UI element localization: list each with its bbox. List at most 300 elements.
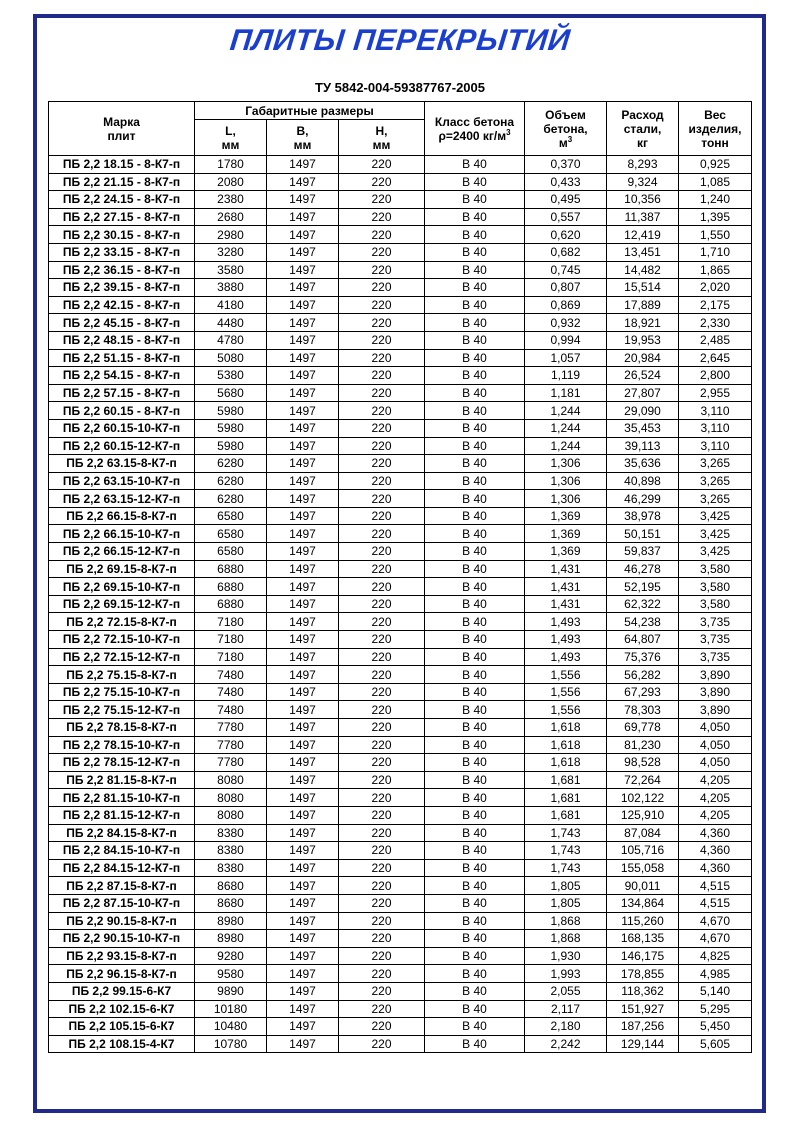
cell-weight: 5,450 [679,1018,752,1036]
header-mark-line1: Марка [103,114,140,129]
cell-mark: ПБ 2,2 87.15-10-К7-п [49,894,195,912]
cell-volume: 1,431 [525,578,607,596]
cell-concrete-class: В 40 [425,472,525,490]
cell-weight: 4,050 [679,736,752,754]
table-row [49,331,752,349]
cell-length: 8080 [195,789,267,807]
cell-weight: 1,395 [679,208,752,226]
cell-height: 220 [339,1035,425,1053]
cell-volume: 1,618 [525,754,607,772]
header-volume-unit: м [558,135,568,150]
cell-length: 9890 [195,982,267,1000]
cell-length: 1780 [195,156,267,174]
cell-length: 7780 [195,754,267,772]
cell-length: 8380 [195,859,267,877]
cell-weight: 3,265 [679,472,752,490]
cell-concrete-class: В 40 [425,719,525,737]
cell-weight: 1,085 [679,173,752,191]
header-concrete-line2 [425,129,524,143]
cell-height: 220 [339,490,425,508]
cell-length: 7480 [195,666,267,684]
cell-steel: 39,113 [607,437,679,455]
cell-concrete-class: В 40 [425,683,525,701]
cell-concrete-class: В 40 [425,930,525,948]
cell-height: 220 [339,736,425,754]
header-concrete-density: ρ=2400 кг/м [438,128,507,143]
cell-concrete-class: В 40 [425,578,525,596]
cell-concrete-class: В 40 [425,349,525,367]
cell-length: 9580 [195,965,267,983]
cell-mark: ПБ 2,2 93.15-8-К7-п [49,947,195,965]
cell-steel: 19,953 [607,331,679,349]
cell-weight: 3,890 [679,701,752,719]
table-row [49,736,752,754]
cell-mark: ПБ 2,2 21.15 - 8-К7-п [49,173,195,191]
cell-weight: 2,955 [679,384,752,402]
cell-weight: 3,735 [679,648,752,666]
cell-height: 220 [339,648,425,666]
cell-volume: 1,057 [525,349,607,367]
table-row [49,455,752,473]
cell-mark: ПБ 2,2 75.15-10-К7-п [49,683,195,701]
cell-length: 2380 [195,191,267,209]
cell-height: 220 [339,754,425,772]
cell-width: 1497 [267,771,339,789]
cell-height: 220 [339,455,425,473]
cell-length: 6580 [195,543,267,561]
cell-width: 1497 [267,349,339,367]
header-steel [607,102,679,156]
cell-height: 220 [339,402,425,420]
cell-concrete-class: В 40 [425,859,525,877]
cell-length: 5980 [195,402,267,420]
header-weight-line3: тонн [701,135,729,150]
cell-height: 220 [339,437,425,455]
cell-steel: 90,011 [607,877,679,895]
cell-height: 220 [339,965,425,983]
cell-steel: 72,264 [607,771,679,789]
cell-steel: 125,910 [607,806,679,824]
cell-volume: 1,743 [525,859,607,877]
table-row [49,859,752,877]
cell-width: 1497 [267,595,339,613]
cell-mark: ПБ 2,2 84.15-12-К7-п [49,859,195,877]
cell-length: 7480 [195,683,267,701]
table-row [49,208,752,226]
cell-length: 2980 [195,226,267,244]
cell-concrete-class: В 40 [425,525,525,543]
cell-concrete-class: В 40 [425,877,525,895]
cell-weight: 3,265 [679,490,752,508]
header-length-line1: L, [225,123,236,138]
cell-weight: 2,485 [679,331,752,349]
cell-mark: ПБ 2,2 60.15-10-К7-п [49,419,195,437]
cell-concrete-class: В 40 [425,631,525,649]
cell-concrete-class: В 40 [425,314,525,332]
cell-length: 6880 [195,578,267,596]
cell-length: 8680 [195,894,267,912]
cell-width: 1497 [267,806,339,824]
cell-length: 3280 [195,243,267,261]
cell-steel: 46,278 [607,560,679,578]
cell-length: 8380 [195,824,267,842]
cell-length: 8680 [195,877,267,895]
cell-steel: 10,356 [607,191,679,209]
table-row [49,525,752,543]
cell-height: 220 [339,719,425,737]
cell-volume: 2,180 [525,1018,607,1036]
cell-width: 1497 [267,402,339,420]
cell-weight: 3,425 [679,525,752,543]
cell-weight: 4,985 [679,965,752,983]
table-row [49,437,752,455]
table-row [49,701,752,719]
table-row [49,1000,752,1018]
cell-steel: 12,419 [607,226,679,244]
cell-weight: 2,020 [679,279,752,297]
cell-height: 220 [339,701,425,719]
cell-height: 220 [339,912,425,930]
cell-volume: 1,244 [525,437,607,455]
cell-weight: 4,670 [679,912,752,930]
cell-weight: 2,800 [679,367,752,385]
cell-concrete-class: В 40 [425,226,525,244]
cell-width: 1497 [267,367,339,385]
cell-weight: 3,735 [679,613,752,631]
cell-concrete-class: В 40 [425,1000,525,1018]
header-mark-line2: плит [107,128,136,143]
cell-width: 1497 [267,1018,339,1036]
table-row [49,982,752,1000]
cell-mark: ПБ 2,2 30.15 - 8-К7-п [49,226,195,244]
header-height [339,120,425,156]
cell-length: 7480 [195,701,267,719]
cell-mark: ПБ 2,2 90.15-8-К7-п [49,912,195,930]
cell-volume: 1,181 [525,384,607,402]
cell-length: 8380 [195,842,267,860]
cell-concrete-class: В 40 [425,912,525,930]
table-row [49,578,752,596]
cell-weight: 3,110 [679,419,752,437]
cell-length: 5980 [195,437,267,455]
cell-weight: 3,110 [679,402,752,420]
table-row [49,173,752,191]
cell-width: 1497 [267,296,339,314]
cell-concrete-class: В 40 [425,507,525,525]
cell-width: 1497 [267,279,339,297]
cell-steel: 155,058 [607,859,679,877]
cell-weight: 3,110 [679,437,752,455]
cell-length: 4780 [195,331,267,349]
cell-width: 1497 [267,613,339,631]
cell-steel: 56,282 [607,666,679,684]
cell-concrete-class: В 40 [425,648,525,666]
cell-volume: 2,242 [525,1035,607,1053]
cell-weight: 1,710 [679,243,752,261]
header-volume-line1: Объем [545,107,586,122]
cell-concrete-class: В 40 [425,754,525,772]
cell-length: 6580 [195,525,267,543]
cell-volume: 1,681 [525,789,607,807]
cell-mark: ПБ 2,2 84.15-10-К7-п [49,842,195,860]
header-concrete-class [425,102,525,156]
cell-length: 6880 [195,595,267,613]
table-row [49,912,752,930]
table-header [49,102,752,156]
cell-steel: 9,324 [607,173,679,191]
cell-width: 1497 [267,736,339,754]
cell-mark: ПБ 2,2 63.15-8-К7-п [49,455,195,473]
table-row [49,314,752,332]
cell-mark: ПБ 2,2 63.15-12-К7-п [49,490,195,508]
cell-concrete-class: В 40 [425,173,525,191]
cell-steel: 40,898 [607,472,679,490]
cell-height: 220 [339,367,425,385]
cell-steel: 78,303 [607,701,679,719]
cell-concrete-class: В 40 [425,789,525,807]
cell-weight: 3,265 [679,455,752,473]
cell-width: 1497 [267,982,339,1000]
cell-height: 220 [339,525,425,543]
cell-width: 1497 [267,455,339,473]
cell-width: 1497 [267,842,339,860]
cell-volume: 1,493 [525,613,607,631]
cell-weight: 4,670 [679,930,752,948]
cell-concrete-class: В 40 [425,279,525,297]
cell-width: 1497 [267,419,339,437]
cell-length: 7780 [195,736,267,754]
cell-steel: 52,195 [607,578,679,596]
cell-steel: 81,230 [607,736,679,754]
cell-width: 1497 [267,208,339,226]
cell-mark: ПБ 2,2 33.15 - 8-К7-п [49,243,195,261]
cell-weight: 3,890 [679,666,752,684]
table-row [49,719,752,737]
cell-steel: 75,376 [607,648,679,666]
cell-length: 6880 [195,560,267,578]
header-dimensions: Габаритные размеры [195,102,425,120]
cell-concrete-class: В 40 [425,560,525,578]
cell-steel: 15,514 [607,279,679,297]
cell-height: 220 [339,560,425,578]
cell-width: 1497 [267,578,339,596]
cell-weight: 5,140 [679,982,752,1000]
header-concrete-line1: Класс бетона [434,114,515,129]
cell-volume: 1,930 [525,947,607,965]
cell-volume: 0,370 [525,156,607,174]
table-row [49,965,752,983]
cell-width: 1497 [267,965,339,983]
cell-length: 8980 [195,912,267,930]
cell-concrete-class: В 40 [425,367,525,385]
cell-concrete-class: В 40 [425,736,525,754]
header-weight [679,102,752,156]
cell-mark: ПБ 2,2 81.15-10-К7-п [49,789,195,807]
table-row [49,754,752,772]
cell-steel: 129,144 [607,1035,679,1053]
cell-mark: ПБ 2,2 78.15-12-К7-п [49,754,195,772]
cell-weight: 4,205 [679,806,752,824]
cell-concrete-class: В 40 [425,402,525,420]
cell-steel: 69,778 [607,719,679,737]
cell-steel: 67,293 [607,683,679,701]
cell-height: 220 [339,631,425,649]
cell-steel: 18,921 [607,314,679,332]
cell-height: 220 [339,226,425,244]
cell-height: 220 [339,930,425,948]
cell-weight: 4,050 [679,719,752,737]
cell-concrete-class: В 40 [425,156,525,174]
cell-concrete-class: В 40 [425,771,525,789]
cell-weight: 2,330 [679,314,752,332]
cell-length: 8080 [195,771,267,789]
cell-width: 1497 [267,754,339,772]
cell-concrete-class: В 40 [425,331,525,349]
cell-mark: ПБ 2,2 63.15-10-К7-п [49,472,195,490]
table-row [49,243,752,261]
cell-weight: 4,360 [679,824,752,842]
cell-length: 10180 [195,1000,267,1018]
cell-mark: ПБ 2,2 81.15-8-К7-п [49,771,195,789]
cell-height: 220 [339,666,425,684]
cell-volume: 2,055 [525,982,607,1000]
cell-length: 7180 [195,613,267,631]
cell-height: 220 [339,507,425,525]
cell-length: 6580 [195,507,267,525]
cell-steel: 146,175 [607,947,679,965]
table-row [49,824,752,842]
header-height-line2: мм [372,137,391,152]
cell-volume: 1,244 [525,419,607,437]
cell-length: 10480 [195,1018,267,1036]
cell-height: 220 [339,419,425,437]
cell-length: 9280 [195,947,267,965]
header-concrete-sup: 3 [506,127,511,137]
table-row [49,842,752,860]
cell-steel: 64,807 [607,631,679,649]
table-row [49,613,752,631]
cell-volume: 1,556 [525,666,607,684]
cell-width: 1497 [267,331,339,349]
cell-mark: ПБ 2,2 60.15-12-К7-п [49,437,195,455]
table-row [49,1035,752,1053]
cell-height: 220 [339,279,425,297]
cell-volume: 0,807 [525,279,607,297]
cell-weight: 4,825 [679,947,752,965]
table-row [49,261,752,279]
cell-width: 1497 [267,1035,339,1053]
cell-steel: 29,090 [607,402,679,420]
cell-concrete-class: В 40 [425,191,525,209]
table-row [49,490,752,508]
header-length-line2: мм [221,137,240,152]
cell-volume: 1,306 [525,490,607,508]
cell-height: 220 [339,296,425,314]
cell-concrete-class: В 40 [425,806,525,824]
cell-steel: 98,528 [607,754,679,772]
cell-length: 5080 [195,349,267,367]
cell-steel: 13,451 [607,243,679,261]
cell-length: 6280 [195,490,267,508]
cell-volume: 1,369 [525,543,607,561]
cell-length: 4180 [195,296,267,314]
cell-concrete-class: В 40 [425,208,525,226]
cell-height: 220 [339,894,425,912]
cell-volume: 1,681 [525,806,607,824]
cell-steel: 38,978 [607,507,679,525]
cell-mark: ПБ 2,2 69.15-12-К7-п [49,595,195,613]
cell-volume: 1,306 [525,472,607,490]
cell-volume: 1,493 [525,631,607,649]
cell-weight: 3,425 [679,543,752,561]
table-row [49,806,752,824]
cell-steel: 11,387 [607,208,679,226]
cell-steel: 87,084 [607,824,679,842]
header-length [195,120,267,156]
cell-width: 1497 [267,156,339,174]
cell-concrete-class: В 40 [425,437,525,455]
cell-weight: 1,550 [679,226,752,244]
cell-concrete-class: В 40 [425,965,525,983]
cell-mark: ПБ 2,2 78.15-10-К7-п [49,736,195,754]
cell-weight: 1,240 [679,191,752,209]
header-weight-line2: изделия, [688,121,742,136]
table-row [49,894,752,912]
cell-steel: 8,293 [607,156,679,174]
cell-mark: ПБ 2,2 72.15-12-К7-п [49,648,195,666]
cell-height: 220 [339,877,425,895]
cell-steel: 187,256 [607,1018,679,1036]
cell-concrete-class: В 40 [425,243,525,261]
cell-steel: 134,864 [607,894,679,912]
cell-concrete-class: В 40 [425,1018,525,1036]
cell-mark: ПБ 2,2 81.15-12-К7-п [49,806,195,824]
cell-length: 8980 [195,930,267,948]
cell-height: 220 [339,1018,425,1036]
cell-mark: ПБ 2,2 84.15-8-К7-п [49,824,195,842]
cell-width: 1497 [267,543,339,561]
cell-width: 1497 [267,525,339,543]
cell-width: 1497 [267,789,339,807]
cell-mark: ПБ 2,2 18.15 - 8-К7-п [49,156,195,174]
table-row [49,507,752,525]
table-row [49,666,752,684]
cell-steel: 59,837 [607,543,679,561]
cell-length: 8080 [195,806,267,824]
table-row [49,349,752,367]
cell-volume: 1,119 [525,367,607,385]
cell-height: 220 [339,578,425,596]
table-row [49,789,752,807]
cell-width: 1497 [267,666,339,684]
cell-width: 1497 [267,930,339,948]
cell-volume: 1,369 [525,507,607,525]
cell-steel: 168,135 [607,930,679,948]
cell-length: 7180 [195,648,267,666]
cell-length: 5980 [195,419,267,437]
cell-weight: 3,735 [679,631,752,649]
cell-height: 220 [339,947,425,965]
cell-length: 4480 [195,314,267,332]
cell-concrete-class: В 40 [425,455,525,473]
cell-volume: 1,743 [525,824,607,842]
cell-width: 1497 [267,701,339,719]
cell-steel: 46,299 [607,490,679,508]
cell-steel: 35,636 [607,455,679,473]
cell-width: 1497 [267,261,339,279]
cell-weight: 5,295 [679,1000,752,1018]
cell-mark: ПБ 2,2 51.15 - 8-К7-п [49,349,195,367]
